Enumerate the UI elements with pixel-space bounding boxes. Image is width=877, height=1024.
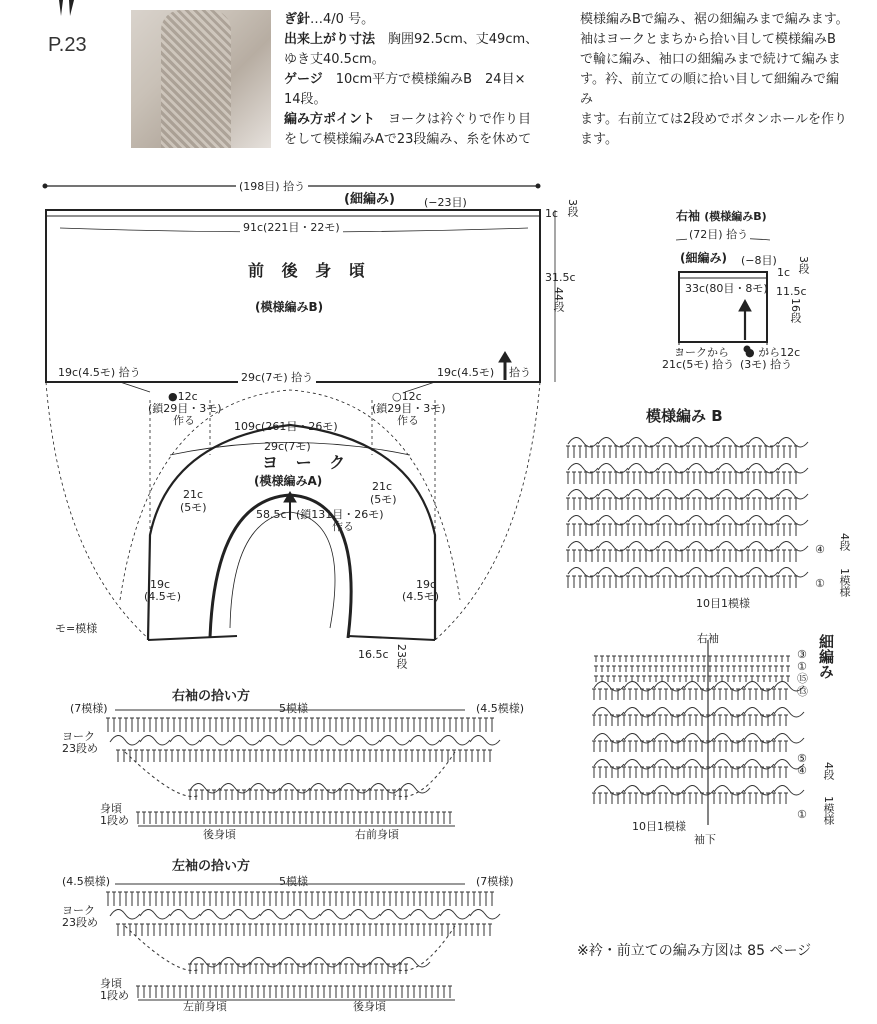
yoke-low-left: 19c [150,578,171,591]
pickup-left-title: 左袖の拾い方 [172,859,251,874]
chain-arc [440,909,470,919]
pickup-left-yoke: ヨーク [62,904,95,917]
sleeve-from-dot: ● から12c [745,346,801,359]
sc-repeat: 10目1模様 [632,820,686,833]
pickup-right-body: 身頃 [100,802,122,815]
chain-arc [320,735,350,745]
page-number: P.23 [48,34,87,56]
chain-arc [190,957,220,967]
chain-arc [340,957,370,967]
sc-chart-title: 細編み [817,634,835,679]
yoke-side-left: 21c [183,488,204,501]
yoke-side-left-rep: (5モ) [180,501,207,514]
body-top-border: 1c [545,207,559,220]
chain-arc [250,957,280,967]
body-height: 31.5c [545,271,576,284]
gusset-left-make: 作る [173,414,195,427]
chain-arc [290,909,320,919]
body-top-border-rows: 3段 [566,199,579,217]
chain-arc [110,735,140,745]
pickup-right-right: (4.5模様) [476,702,525,715]
chain-arc [470,735,500,745]
sleeve-pick: (72目) 拾う [689,228,749,241]
body-edge-label: (細編み) [344,192,395,207]
yoke-inner: 58.5c [256,508,287,521]
legend-mo: モ=模様 [55,622,98,635]
yoke-depth-rows: 23段 [395,644,408,669]
body-pick-mid: 29c(7モ) 拾う [238,371,316,384]
chain-arc [280,957,310,967]
yoke-outer: 109c(261目・26モ) [234,420,338,433]
sc-row1: ① [797,660,807,673]
instruction-line: で輪に編み、袖口の細編みまで続けて編みま [580,52,841,67]
pickup-left-mid: 5模様 [276,875,311,888]
pickup-left-body-row: 1段め [100,989,129,1002]
chain-arc [290,735,320,745]
instruction-line: す。衿、前立ての順に拾い目して細編みで編み [580,72,839,107]
chain-arc [320,909,350,919]
chain-arc [250,783,280,793]
yoke-low-left-rep: (4.5モ) [144,590,182,603]
sleeve-top: 1c [777,266,791,279]
pickup-left-back: 後身頃 [350,1000,389,1013]
instruction-line: ぎ針…4/0 号。 [284,12,375,27]
body-edge-dec: (−23目) [424,196,467,209]
yoke-side-right: 21c [372,480,393,493]
instruction-line: 模様編みBで編み、裾の細編みまで編みます。 [580,12,849,27]
patternB-title: 模様編み B [646,407,723,425]
chain-arc [190,783,220,793]
body-height-rows: 44段 [552,287,565,312]
chain-arc [370,783,400,793]
chain-arc [400,957,430,967]
sc-chart-label: 右袖 [697,632,719,645]
body-pick-right: 19c(4.5モ) [437,366,495,379]
instruction-line: 14段。 [284,92,327,107]
chain-arc [350,909,380,919]
chain-arc [170,735,200,745]
chain-arc [230,735,260,745]
yoke-inner-make: 作る [332,520,354,533]
chain-arc [220,957,250,967]
yoke-top-seg: 29c(7モ) [264,440,311,453]
chain-arc [350,735,380,745]
gusset-left-chain: (鎖29目・3モ) [148,402,222,415]
sleeve-from-yoke-count: 21c(5モ) 拾う [662,358,735,371]
sleeve-width: 33c(80目・8モ) [685,282,768,295]
chain-arc [230,909,260,919]
body-pick-left: 19c(4.5モ) 拾う [58,366,141,379]
sc-row15: ⑮ [797,672,808,685]
sc-row13: ⑬ [797,685,808,698]
instruction-line: ゲージ 10cm平方で模様編みB 24目× [284,72,526,87]
chain-arc [140,735,170,745]
pickup-right-yoke: ヨーク [62,730,95,743]
chain-arc [260,735,290,745]
chain-arc [200,735,230,745]
chain-arc [400,783,430,793]
instruction-line: 袖はヨークとまちから拾い目して模様編みB [580,32,836,47]
sc-row5: ⑤ [797,752,807,765]
yoke-low-right: 19c [416,578,437,591]
chain-arc [110,909,140,919]
pickup-right-mid: 5模様 [276,702,311,715]
sleeve-title: 右袖 (模様編みB) [676,209,767,223]
chain-arc [340,783,370,793]
pickup-right-yoke-row: 23段め [62,742,98,755]
chain-arc [220,783,250,793]
body-pattern: (模様編みB) [255,300,324,314]
yoke-depth: 16.5c [358,648,389,661]
patternB-row1: ① [815,577,825,590]
pickup-left-front: 左前身頃 [180,1000,230,1013]
yoke-inner-chain: (鎖131目・26モ) [296,508,384,521]
yoke-side-right-rep: (5モ) [370,493,397,506]
pickup-left-yoke-row: 23段め [62,916,98,929]
instruction-line: ゆき丈40.5cm。 [284,52,385,67]
body-pick-total: (198目) 拾う [236,180,308,193]
instruction-line: 出来上がり寸法 胸囲92.5cm、丈49cm、 [284,32,539,47]
pickup-right-back: 後身頃 [200,828,239,841]
body-pick-right-suffix: 拾う [509,366,531,379]
chain-arc [410,735,440,745]
chain-arc [470,909,500,919]
pickup-right-left: (7模様) [70,702,108,715]
pickup-right-title: 右袖の拾い方 [172,689,251,704]
patternB-repeat: 10目1模様 [696,597,750,610]
patternB-rows: 4段 [838,533,851,551]
sc-row3: ③ [797,648,807,661]
sleeve-from-dot-count: (3モ) 拾う [740,358,793,371]
chain-arc [260,909,290,919]
instruction-line: 編み方ポイント ヨークは衿ぐりで作り目 [284,112,532,127]
yoke-title: ヨ ー ク [262,453,352,472]
pickup-right-front: 右前身頃 [352,828,402,841]
sleeve-dec: (−8目) [741,254,777,267]
pickup-left-body: 身頃 [100,977,122,990]
instruction-line: をして模様編みAで23段編み、糸を休めて [284,132,532,147]
chain-arc [200,909,230,919]
chain-arc [140,909,170,919]
sleeve-from-yoke: ヨークから [674,346,729,359]
pickup-left-left: (4.5模様) [62,875,111,888]
sc-row1-bottom: ① [797,808,807,821]
sc-row4: ④ [797,764,807,777]
chain-arc [410,909,440,919]
gusset-right-size: ○12c [392,390,422,403]
chain-arc [380,735,410,745]
sleeve-height: 11.5c [776,285,807,298]
gusset-right-make: 作る [397,414,419,427]
sc-rows: 4段 [822,762,835,780]
pickup-left-right: (7模様) [476,875,514,888]
yoke-pattern: (模様編みA) [254,474,323,488]
chain-arc [370,957,400,967]
sleeve-edge: (細編み) [680,251,727,265]
reference-note: ※衿・前立ての編み方図は 85 ページ [577,943,812,959]
gusset-right-chain: (鎖29目・3モ) [372,402,446,415]
gusset-left-size: ●12c [168,390,198,403]
sc-under-sleeve: 袖下 [694,833,716,846]
patternB-rows-rep: 1模様 [838,568,851,597]
chain-arc [310,957,340,967]
chain-arc [280,783,310,793]
chain-arc [310,783,340,793]
instruction-line: ます。 [580,132,618,147]
pickup-right-body-row: 1段め [100,814,129,827]
body-width: 91c(221目・22モ) [240,221,343,234]
sleeve-top-rows: 3段 [797,256,810,274]
instruction-line: ます。右前立ては2段めでボタンホールを作り [580,112,847,127]
chain-arc [440,735,470,745]
body-title: 前 後 身 頃 [248,261,371,280]
patternB-row4: ④ [815,543,825,556]
chain-arc [170,909,200,919]
chain-arc [380,909,410,919]
yoke-low-right-rep: (4.5モ) [402,590,440,603]
sleeve-height-rows: 16段 [789,298,802,323]
sc-rows-rep: 1模様 [822,796,835,825]
